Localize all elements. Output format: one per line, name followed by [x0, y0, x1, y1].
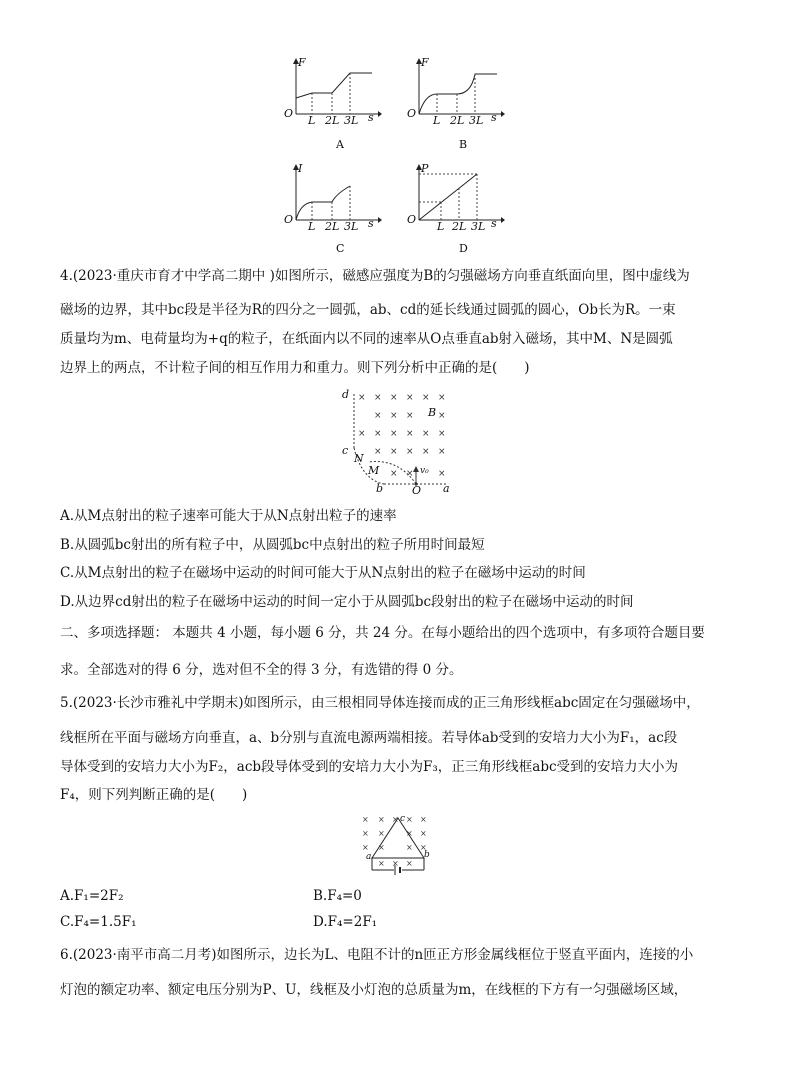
q4-label-o: O: [412, 484, 422, 497]
q5-label-a: a: [366, 852, 372, 862]
q4-label-b-field: B: [428, 406, 437, 419]
q4-label-a: a: [443, 482, 450, 495]
svg-text:×: ×: [406, 447, 414, 457]
svg-text:×: ×: [406, 429, 414, 439]
svg-text:×: ×: [406, 393, 414, 403]
svg-text:×: ×: [392, 815, 399, 824]
svg-text:×: ×: [420, 815, 427, 824]
svg-text:×: ×: [438, 469, 446, 479]
graph-c-tick1: L: [308, 220, 316, 233]
svg-text:×: ×: [420, 829, 427, 838]
q4-line-3: 质量均为m、电荷量均为+q的粒子，在纸面内以不同的速率从O点垂直ab射入磁场，其中M、N是圆弧: [60, 331, 673, 347]
svg-text:×: ×: [390, 411, 398, 421]
q5-line-2: 线框所在平面与磁场方向垂直，a、b分别与直流电源两端相接。若导体ab受到的安培力大小为F₁，ac段: [60, 730, 678, 746]
svg-text:×: ×: [374, 411, 382, 421]
q5-figure: [358, 814, 438, 878]
svg-text:×: ×: [374, 393, 382, 403]
svg-text:×: ×: [438, 429, 446, 439]
svg-text:×: ×: [406, 469, 414, 479]
graph-b-yaxis: F: [421, 56, 429, 69]
svg-text:×: ×: [378, 815, 385, 824]
graph-d-xaxis: s: [491, 217, 497, 230]
graph-b-tick3: 3L: [469, 114, 484, 127]
graph-d-tick3: 3L: [471, 220, 486, 233]
q4-option-a: A.从M点射出的粒子速率可能大于从N点射出粒子的速率: [60, 508, 397, 524]
q4-label-n: N: [354, 452, 364, 465]
q4-label-d: d: [342, 388, 350, 401]
q4-label-m: M: [368, 464, 380, 477]
svg-text:×: ×: [378, 829, 385, 838]
svg-text:×: ×: [438, 411, 446, 421]
svg-text:×: ×: [422, 393, 430, 403]
svg-text:×: ×: [406, 829, 413, 838]
q5-figure-svg: [358, 814, 438, 878]
section2-line-2: 求。全部选对的得 6 分，选对但不全的得 3 分，有选错的得 0 分。: [60, 662, 463, 678]
q4-option-b: B.从圆弧bc射出的所有粒子中，从圆弧bc中点射出的粒子所用时间最短: [60, 537, 485, 553]
graph-d-origin: O: [407, 213, 417, 226]
graph-b-origin: O: [407, 107, 417, 120]
q5-line-4: F₄，则下列判断正确的是( ): [60, 787, 248, 803]
graph-a-tick2: 2L: [325, 114, 340, 127]
svg-text:×: ×: [362, 815, 369, 824]
graph-a-tick1: L: [308, 114, 316, 127]
svg-text:×: ×: [420, 843, 427, 852]
graph-c: [282, 164, 382, 234]
svg-text:×: ×: [358, 429, 366, 439]
svg-text:×: ×: [378, 843, 385, 852]
graph-a-caption: A: [336, 138, 344, 151]
q5-label-b: b: [424, 850, 430, 860]
q6-line-1: 6.(2023·南平市高二月考)如图所示，边长为L、电阻不计的n匝正方形金属线框位于竖直平面内，连接的小: [60, 947, 694, 963]
svg-text:×: ×: [406, 843, 413, 852]
svg-text:×: ×: [392, 859, 399, 868]
graph-c-tick2: 2L: [325, 220, 340, 233]
graph-a-tick3: 3L: [344, 114, 359, 127]
svg-text:×: ×: [422, 429, 430, 439]
q5-line-3: 导体受到的安培力大小为F₂，acb段导体受到的安培力大小为F₃，正三角形线框abc受到的安培力大小为: [60, 759, 679, 775]
q4-label-v0: v₀: [420, 466, 429, 476]
q4-figure: [340, 388, 460, 498]
q4-option-d: D.从边界cd射出的粒子在磁场中运动的时间一定小于从圆弧bc段射出的粒子在磁场中运动的时间: [60, 594, 634, 610]
graph-a-origin: O: [284, 107, 294, 120]
svg-text:×: ×: [438, 447, 446, 457]
graph-a: [282, 58, 382, 128]
q4-line-4: 边界上的两点，不计粒子间的相互作用力和重力。则下列分析中正确的是( ): [60, 360, 530, 376]
graph-d-yaxis: P: [421, 162, 429, 175]
svg-text:×: ×: [406, 411, 414, 421]
graph-d: [405, 164, 505, 234]
svg-text:×: ×: [406, 859, 413, 868]
section2-line-1: 二、多项选择题： 本题共 4 小题，每小题 6 分，共 24 分。在每小题给出的四个选项中，有多项符合题目要: [60, 625, 705, 641]
q4-label-b: b: [376, 482, 384, 495]
q4-figure-svg: [340, 388, 460, 498]
svg-text:×: ×: [378, 859, 385, 868]
svg-text:×: ×: [362, 829, 369, 838]
svg-text:×: ×: [422, 447, 430, 457]
graph-d-tick2: 2L: [452, 220, 467, 233]
graph-a-xaxis: s: [368, 111, 374, 124]
q5-option-a: A.F₁=2F₂: [60, 888, 124, 904]
graph-b: [405, 58, 505, 128]
graph-b-xaxis: s: [491, 111, 497, 124]
graph-c-origin: O: [284, 213, 294, 226]
graph-d-caption: D: [459, 242, 468, 255]
graph-c-xaxis: s: [368, 217, 374, 230]
graph-b-tick2: 2L: [450, 114, 465, 127]
svg-text:×: ×: [362, 843, 369, 852]
q4-label-c: c: [342, 444, 349, 457]
q5-label-c: c: [400, 814, 406, 824]
q4-option-c: C.从M点射出的粒子在磁场中运动的时间可能大于从N点射出的粒子在磁场中运动的时间: [60, 565, 586, 581]
graph-c-yaxis: I: [298, 162, 303, 175]
q5-option-b: B.F₄=0: [313, 888, 362, 904]
graph-c-tick3: 3L: [344, 220, 359, 233]
svg-text:×: ×: [390, 469, 398, 479]
svg-text:×: ×: [406, 815, 413, 824]
q5-option-c: C.F₄=1.5F₁: [60, 914, 137, 930]
q5-option-d: D.F₄=2F₁: [313, 914, 378, 930]
svg-text:×: ×: [374, 447, 382, 457]
graph-a-yaxis: F: [298, 56, 306, 69]
svg-text:×: ×: [438, 393, 446, 403]
q6-line-2: 灯泡的额定功率、额定电压分别为P、U，线框及小灯泡的总质量为m，在线框的下方有一匀强磁场区域，: [60, 982, 688, 998]
graph-b-tick1: L: [433, 114, 441, 127]
graph-b-caption: B: [459, 138, 468, 151]
svg-text:×: ×: [390, 393, 398, 403]
graph-c-caption: C: [336, 242, 345, 255]
svg-text:×: ×: [374, 429, 382, 439]
q5-line-1: 5.(2023·长沙市雅礼中学期末)如图所示，由三根相同导体连接而成的正三角形线框abc固定在匀强磁场中，: [60, 695, 700, 711]
graph-d-tick1: L: [437, 220, 445, 233]
svg-text:×: ×: [390, 447, 398, 457]
q4-line-2: 磁场的边界，其中bc段是半径为R的四分之一圆弧，ab、cd的延长线通过圆弧的圆心，Ob长为R。一束: [60, 302, 676, 318]
q4-line-1: 4.(2023·重庆市育才中学高二期中 )如图所示，磁感应强度为B的匀强磁场方向垂直纸面向里，图中虚线为: [60, 268, 690, 284]
svg-text:×: ×: [390, 429, 398, 439]
svg-text:×: ×: [358, 393, 366, 403]
